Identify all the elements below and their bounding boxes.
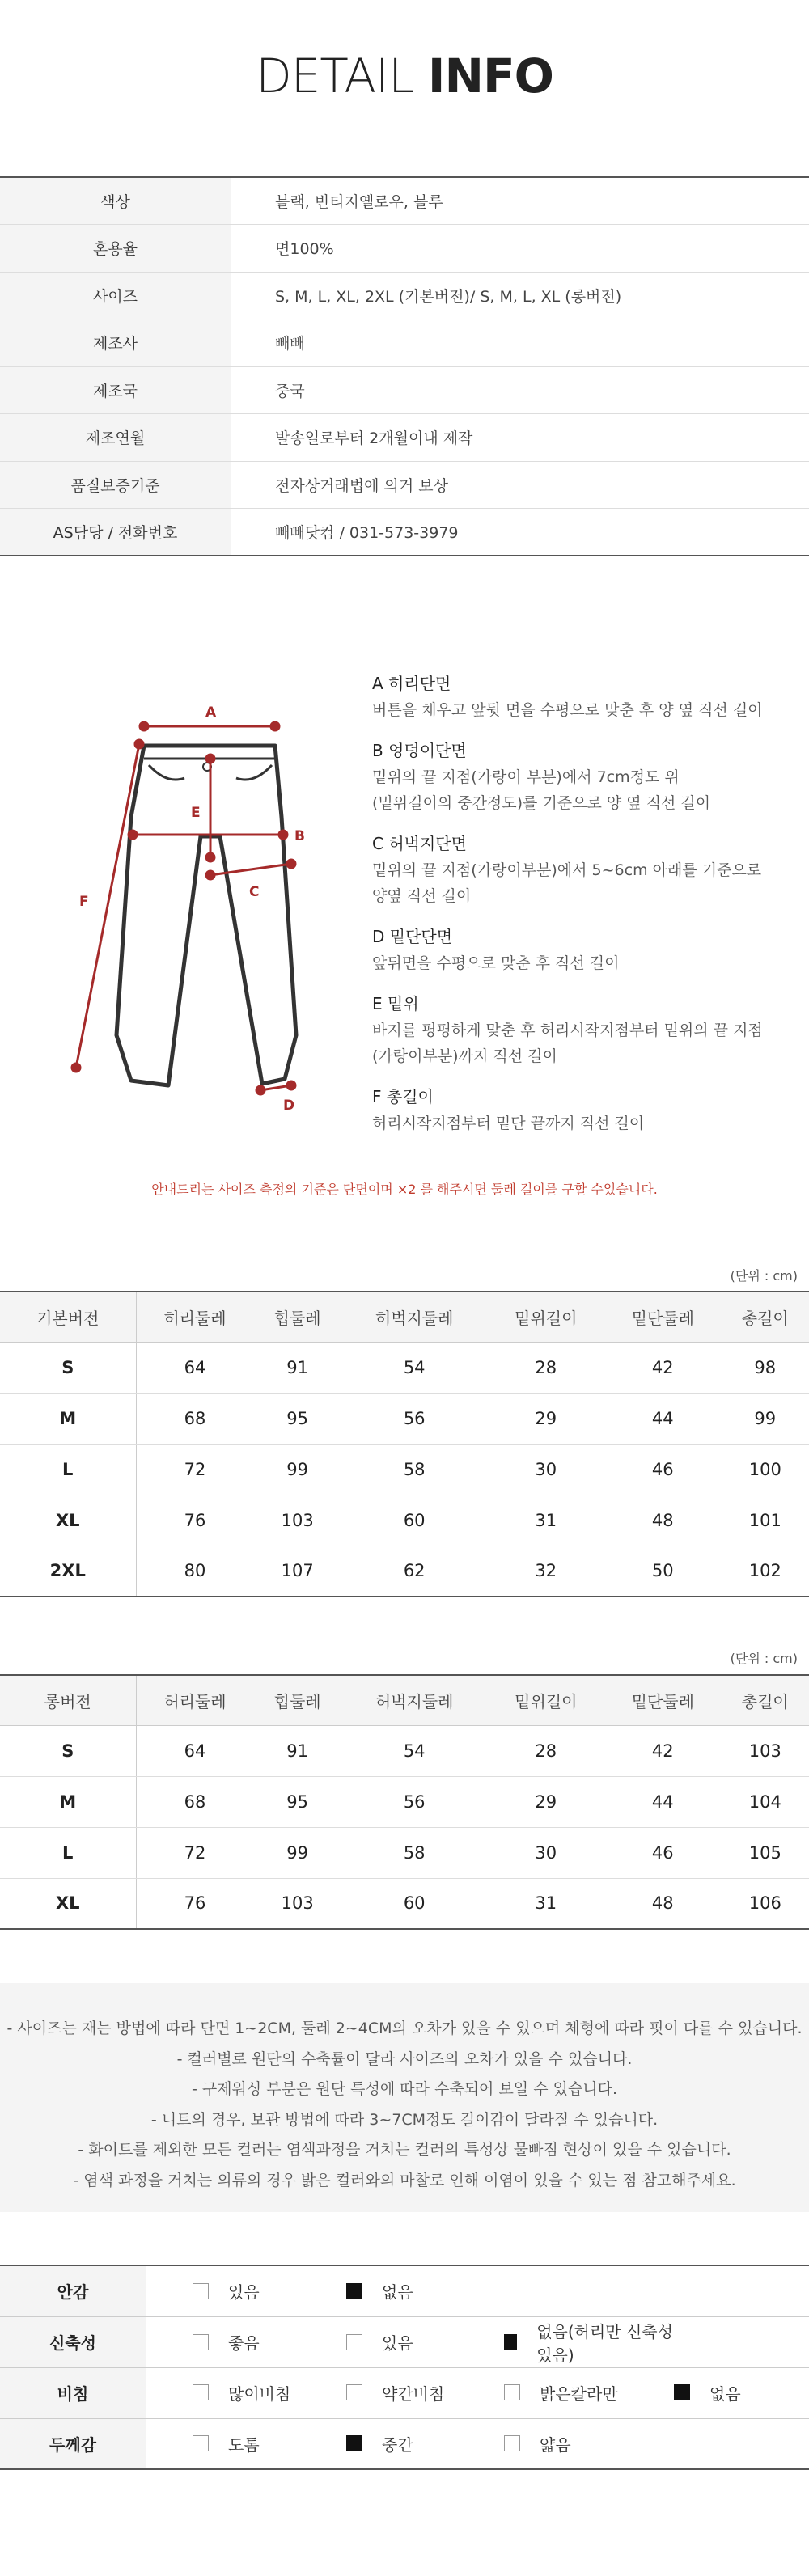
feel-option-label: 있음 xyxy=(228,2282,260,2302)
feel-option xyxy=(504,2381,674,2405)
size-value-cell: 56 xyxy=(341,1393,488,1444)
label-c: C xyxy=(249,884,260,900)
feel-row xyxy=(0,2418,809,2469)
size-value-cell: 62 xyxy=(403,1561,426,1581)
feel-option xyxy=(193,2432,346,2455)
info-value: 전자상거래법에 의거 보상 xyxy=(231,461,809,509)
measurement-item xyxy=(372,923,793,976)
size-value-cell: 60 xyxy=(403,1893,426,1914)
size-label-cell: S xyxy=(0,1342,136,1393)
size-value-cell: 91 xyxy=(253,1342,341,1393)
info-row xyxy=(0,225,809,273)
measurement-desc: 양옆 직선 길이 xyxy=(372,887,472,905)
size-value-cell: 46 xyxy=(604,1827,722,1878)
info-key: 혼용율 xyxy=(0,225,231,273)
size-table-long xyxy=(0,1674,809,1930)
measurement-desc: (밑위길이의 중간정도)를 기준으로 양 옆 직선 길이 xyxy=(372,794,711,812)
size-row xyxy=(0,1342,809,1393)
feel-option-label: 얇음 xyxy=(540,2434,571,2455)
size-label-cell: S xyxy=(0,1725,136,1776)
feel-option-label: 있음 xyxy=(382,2333,413,2353)
info-value: 발송일로부터 2개월이내 제작 xyxy=(231,414,809,462)
size-value-cell: 50 xyxy=(651,1561,674,1581)
unchecked-box-icon xyxy=(504,2384,520,2400)
unchecked-box-icon xyxy=(193,2435,209,2451)
info-value: 면100% xyxy=(231,225,809,273)
feel-option xyxy=(346,2279,504,2303)
size-header-cell: 총길이 xyxy=(722,1675,809,1725)
size-header-cell: 총길이 xyxy=(722,1292,809,1342)
size-value-cell: 76 xyxy=(184,1893,206,1914)
measurement-title: F 총길이 xyxy=(372,1087,434,1106)
tip-line: - 염색 과정을 거치는 의류의 경우 밝은 컬러와의 마찰로 인해 이염이 있을 수 있는 점 참고해주세요. xyxy=(73,2171,736,2189)
feel-option xyxy=(346,2432,504,2455)
tip-line: - 구제워싱 부분은 원단 특성에 따라 수축되어 보일 수 있습니다. xyxy=(191,2080,618,2098)
size-row xyxy=(0,1827,809,1878)
checked-box-icon xyxy=(346,2435,362,2451)
measurement-title: A 허리단면 xyxy=(372,674,451,693)
size-label-cell: M xyxy=(0,1776,136,1827)
unchecked-box-icon xyxy=(193,2334,209,2350)
label-b: B xyxy=(294,828,305,844)
feel-option-label: 좋음 xyxy=(228,2333,260,2353)
size-value-cell: 44 xyxy=(604,1393,722,1444)
measurement-desc: 버튼을 채우고 앞뒷 면을 수평으로 맞춘 후 양 옆 직선 길이 xyxy=(372,701,763,719)
size-value-cell: 103 xyxy=(281,1893,314,1914)
size-tips xyxy=(0,1983,809,2212)
size-value-cell: 56 xyxy=(341,1776,488,1827)
size-header-cell: 허리둘레 xyxy=(136,1675,253,1725)
feel-key: 두께감 xyxy=(0,2418,146,2469)
size-value-cell: 105 xyxy=(722,1827,809,1878)
size-label-cell: M xyxy=(0,1393,136,1444)
size-value-cell: 68 xyxy=(136,1393,253,1444)
feel-option-label: 도톰 xyxy=(228,2434,260,2455)
measurement-item xyxy=(372,737,793,816)
fabric-feel-table xyxy=(0,2265,809,2470)
size-value-cell: 80 xyxy=(184,1561,206,1581)
measure-c-line xyxy=(210,864,291,875)
size-label-cell: L xyxy=(0,1827,136,1878)
size-value-cell: 95 xyxy=(253,1776,341,1827)
size-header-cell: 롱버전 xyxy=(0,1675,136,1725)
feel-option xyxy=(193,2330,346,2354)
size-row xyxy=(0,1495,809,1546)
feel-option xyxy=(193,2381,346,2405)
size-value-cell: 99 xyxy=(253,1827,341,1878)
size-row xyxy=(0,1393,809,1444)
info-row xyxy=(0,509,809,556)
size-value-cell: 44 xyxy=(604,1776,722,1827)
measurement-desc: 허리시작지점부터 밑단 끝까지 직선 길이 xyxy=(372,1115,645,1132)
feel-row xyxy=(0,2316,809,2367)
size-value-cell: 29 xyxy=(488,1776,605,1827)
size-value-cell: 101 xyxy=(722,1495,809,1546)
feel-key: 신축성 xyxy=(0,2316,146,2367)
size-value-cell: 31 xyxy=(535,1893,557,1914)
checked-box-icon xyxy=(346,2283,362,2299)
size-value-cell: 72 xyxy=(136,1827,253,1878)
info-row xyxy=(0,177,809,225)
size-label-cell: XL xyxy=(0,1878,136,1929)
size-value-cell: 42 xyxy=(604,1342,722,1393)
size-row xyxy=(0,1776,809,1827)
size-value-cell: 106 xyxy=(748,1893,781,1914)
size-header-cell: 밑단둘레 xyxy=(604,1292,722,1342)
size-value-cell: 103 xyxy=(722,1725,809,1776)
checked-box-icon xyxy=(504,2334,517,2350)
info-row xyxy=(0,272,809,319)
tip-line: - 컬러별로 원단의 수축률이 달라 사이즈의 오차가 있을 수 있습니다. xyxy=(176,2049,633,2068)
size-header-cell: 허벅지둘레 xyxy=(341,1292,488,1342)
size-header-cell: 힙둘레 xyxy=(253,1292,341,1342)
info-row xyxy=(0,414,809,462)
feel-row xyxy=(0,2265,809,2316)
pocket-left xyxy=(149,765,184,780)
feel-option-label: 중간 xyxy=(382,2434,413,2455)
size-value-cell: 100 xyxy=(722,1444,809,1495)
size-row xyxy=(0,1725,809,1776)
measurement-title: B 엉덩이단면 xyxy=(372,741,467,760)
size-header-cell: 밑단둘레 xyxy=(604,1675,722,1725)
size-value-cell: 54 xyxy=(341,1342,488,1393)
size-value-cell: 30 xyxy=(488,1827,605,1878)
size-value-cell: 46 xyxy=(604,1444,722,1495)
feel-key: 비침 xyxy=(0,2367,146,2418)
info-value: S, M, L, XL, 2XL (기본버전)/ S, M, L, XL (롱버전) xyxy=(231,272,809,319)
feel-options xyxy=(146,2316,809,2367)
measurement-desc: (가랑이부분)까지 직선 길이 xyxy=(372,1047,557,1065)
size-header-cell: 허리둘레 xyxy=(136,1292,253,1342)
size-value-cell: 107 xyxy=(281,1561,314,1581)
measurement-desc: 밑위의 끝 지점(가랑이 부분)에서 7cm정도 위 xyxy=(372,768,680,786)
size-value-cell: 99 xyxy=(722,1393,809,1444)
size-row xyxy=(0,1546,809,1597)
measurement-descriptions xyxy=(372,670,793,1150)
size-value-cell: 104 xyxy=(722,1776,809,1827)
size-value-cell: 32 xyxy=(535,1561,557,1581)
label-d: D xyxy=(283,1098,295,1114)
title-light: DETAIL xyxy=(256,49,428,104)
feel-option xyxy=(504,2319,674,2366)
feel-option xyxy=(346,2330,504,2354)
measurement-desc: 앞뒤면을 수평으로 맞춘 후 직선 길이 xyxy=(372,954,620,972)
info-key: 색상 xyxy=(0,177,231,225)
measurement-item xyxy=(372,830,793,909)
size-value-cell: 28 xyxy=(488,1342,605,1393)
feel-row xyxy=(0,2367,809,2418)
size-header-cell: 힙둘레 xyxy=(253,1675,341,1725)
measurement-item xyxy=(372,670,793,723)
size-value-cell: 42 xyxy=(604,1725,722,1776)
feel-option-label: 없음(허리만 신축성있음) xyxy=(536,2321,673,2365)
info-key: 제조국 xyxy=(0,366,231,414)
size-value-cell: 28 xyxy=(488,1725,605,1776)
unchecked-box-icon xyxy=(193,2384,209,2400)
measurement-title: D 밑단단면 xyxy=(372,927,453,946)
size-table-basic xyxy=(0,1291,809,1597)
info-row xyxy=(0,319,809,367)
size-value-cell: 99 xyxy=(253,1444,341,1495)
size-value-cell: 48 xyxy=(604,1495,722,1546)
size-value-cell: 54 xyxy=(341,1725,488,1776)
measurement-item xyxy=(372,990,793,1069)
size-value-cell: 68 xyxy=(136,1776,253,1827)
info-value: 빼빼닷컴 / 031-573-3979 xyxy=(275,524,459,542)
measurement-desc: 밑위의 끝 지점(가랑이부분)에서 5~6cm 아래를 기준으로 xyxy=(372,861,762,879)
size-value-cell: 103 xyxy=(253,1495,341,1546)
measurement-title: E 밑위 xyxy=(372,994,419,1013)
feel-option-label: 없음 xyxy=(709,2384,741,2404)
info-row xyxy=(0,461,809,509)
info-key: AS담당 / 전화번호 xyxy=(0,509,231,556)
size-row xyxy=(0,1444,809,1495)
title-bold: INFO xyxy=(427,49,553,104)
measurement-desc: 바지를 평평하게 맞춘 후 허리시작지점부터 밑위의 끝 지점 xyxy=(372,1022,763,1039)
label-f: F xyxy=(79,894,89,910)
checked-box-icon xyxy=(674,2384,690,2400)
info-row xyxy=(0,366,809,414)
size-value-cell: 31 xyxy=(488,1495,605,1546)
measurement-item xyxy=(372,1083,793,1136)
size-value-cell: 58 xyxy=(341,1827,488,1878)
feel-option xyxy=(504,2432,674,2455)
tip-line: - 니트의 경우, 보관 방법에 따라 3~7CM정도 길이감이 달라질 수 있습니다. xyxy=(150,2110,659,2129)
feel-options xyxy=(146,2265,809,2316)
size-value-cell: 30 xyxy=(488,1444,605,1495)
feel-option-label: 없음 xyxy=(382,2282,413,2302)
label-e: E xyxy=(191,805,201,821)
size-value-cell: 60 xyxy=(341,1495,488,1546)
info-key: 제조사 xyxy=(0,319,231,367)
size-notice: 안내드리는 사이즈 측정의 기준은 단면이며 ×2 를 해주시면 둘레 길이를 구할 수있습니다. xyxy=(151,1182,658,1197)
info-key: 품질보증기준 xyxy=(0,461,231,509)
size-header-cell: 기본버전 xyxy=(0,1292,136,1342)
info-value: 빼빼 xyxy=(231,319,809,367)
feel-option xyxy=(193,2279,346,2303)
feel-option xyxy=(346,2381,504,2405)
unit-label-basic: (단위 : cm) xyxy=(730,1268,798,1284)
unchecked-box-icon xyxy=(346,2334,362,2350)
measurement-title: C 허벅지단면 xyxy=(372,834,467,853)
feel-option-label: 약간비침 xyxy=(382,2384,445,2404)
unchecked-box-icon xyxy=(346,2384,362,2400)
size-value-cell: 95 xyxy=(253,1393,341,1444)
unchecked-box-icon xyxy=(504,2435,520,2451)
tip-line: - 사이즈는 재는 방법에 따라 단면 1~2CM, 둘레 2~4CM의 오차가 있을 수 있으며 체형에 따라 핏이 다를 수 있습니다. xyxy=(6,2020,803,2037)
page-title xyxy=(0,49,809,104)
size-value-cell: 64 xyxy=(136,1342,253,1393)
unit-label-long: (단위 : cm) xyxy=(730,1651,798,1666)
pocket-right xyxy=(236,765,272,780)
size-row xyxy=(0,1878,809,1929)
size-header-cell: 밑위길이 xyxy=(488,1292,605,1342)
feel-options xyxy=(146,2367,809,2418)
tip-line: - 화이트를 제외한 모든 컬러는 염색과정을 거치는 컬러의 특성상 물빠짐 현상이 있을 수 있습니다. xyxy=(78,2141,731,2159)
size-value-cell: 48 xyxy=(651,1893,674,1914)
feel-key: 안감 xyxy=(0,2265,146,2316)
size-header-cell: 허벅지둘레 xyxy=(341,1675,488,1725)
feel-options xyxy=(146,2418,809,2469)
feel-option-label: 밝은칼라만 xyxy=(540,2384,618,2404)
size-value-cell: 102 xyxy=(748,1561,781,1581)
size-label-cell: L xyxy=(0,1444,136,1495)
feel-option xyxy=(674,2381,795,2405)
feel-option-label: 많이비침 xyxy=(228,2384,291,2404)
pants-outline xyxy=(116,746,296,1085)
size-value-cell: 64 xyxy=(136,1725,253,1776)
pants-measurement-diagram xyxy=(49,663,340,1116)
label-a: A xyxy=(205,704,217,721)
size-header-cell: 밑위길이 xyxy=(488,1675,605,1725)
size-value-cell: 98 xyxy=(722,1342,809,1393)
detail-info-table xyxy=(0,176,809,556)
info-key: 제조연월 xyxy=(0,414,231,462)
unchecked-box-icon xyxy=(193,2283,209,2299)
size-label-cell: 2XL xyxy=(0,1546,136,1597)
size-label-cell: XL xyxy=(0,1495,136,1546)
info-value: 블랙, 빈티지옐로우, 블루 xyxy=(231,177,809,225)
info-value: 중국 xyxy=(231,366,809,414)
info-key: 사이즈 xyxy=(0,272,231,319)
size-value-cell: 76 xyxy=(136,1495,253,1546)
size-value-cell: 29 xyxy=(488,1393,605,1444)
size-value-cell: 58 xyxy=(341,1444,488,1495)
size-value-cell: 72 xyxy=(136,1444,253,1495)
size-value-cell: 91 xyxy=(253,1725,341,1776)
